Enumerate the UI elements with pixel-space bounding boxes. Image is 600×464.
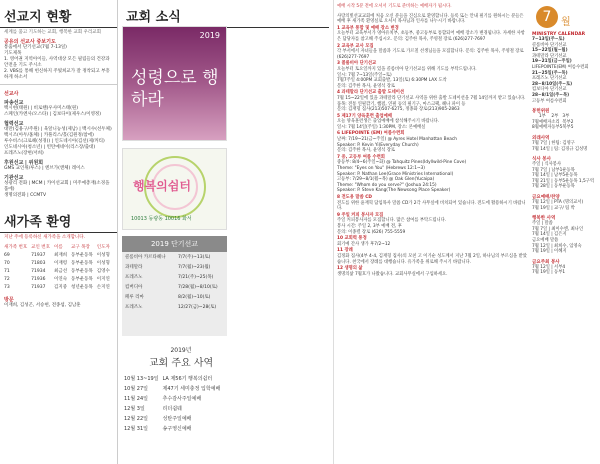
cell: 예배자 xyxy=(538,119,552,125)
calendar-items xyxy=(530,37,600,104)
cell: 킴버디아 xyxy=(125,285,143,290)
calendar-lists xyxy=(530,135,600,276)
bless-entry: 7월 19일 | 이혜지 xyxy=(532,249,567,255)
bless-entry: 주일 | 말씀 xyxy=(532,221,553,227)
announce-line: 김정화 집사(4부 4-4, 김재형 집사)의 모친 고 이기순 성도께서 지난 7월 2일, 하나님의 부르심을 받았습니다. 천국에서 장례를 대행습니다. 유가족을 위로해 주시기 바랍니다. xyxy=(337,253,527,265)
cell: 복부2 xyxy=(562,119,574,125)
announce-list xyxy=(334,26,530,278)
calendar-entry: 콜롬비아 단기선교 xyxy=(532,42,567,48)
announce-line: 6 LIFEPOINTE (EM) 여름수련회 xyxy=(337,131,405,137)
announce-line: 7월7주일 4:00PM 교회출발, 13일(토) 6:30PM LAX 도착 xyxy=(337,78,447,84)
cell: 71803 xyxy=(31,260,46,266)
mission-item: 기도제목 xyxy=(4,51,22,56)
worship-entry: 7월 14일 | 팀: 김경규 김성명 xyxy=(532,146,588,152)
partner-line: 프레즈노(장현/서희) xyxy=(4,151,44,156)
worship-entry: 7월 7일 | 한팀: 김영구 xyxy=(532,140,575,146)
col-header: 새가족 번호 xyxy=(4,245,28,250)
col-header: 인도자 xyxy=(96,245,110,250)
table-row xyxy=(122,373,222,383)
cell: 69 xyxy=(4,252,10,258)
announce-line: 5 제17기 양육훈련 출업예배 xyxy=(337,113,392,119)
mission-sub: 공유의 선교사 중보기도 xyxy=(4,39,56,45)
meal-label: 식사 봉사 xyxy=(532,157,551,163)
announce-line: 9 주일 커피 봉사자 모집 xyxy=(337,212,384,218)
bless-entry: 7월 12일 | 최희수, 임영숙 xyxy=(532,243,582,249)
cell: 71936 xyxy=(31,276,46,282)
cell: 최금선 xyxy=(54,269,68,274)
poster-title: 성령으로 행하라 xyxy=(131,68,219,110)
announce-line: 문의: 김주한 목사, 윤영석 장로 xyxy=(337,148,396,154)
partner-label: 협력선교 xyxy=(4,121,24,127)
table-row xyxy=(2,283,112,291)
pray-label: 금요예배/찬양 xyxy=(532,195,560,201)
cell: 소리 xyxy=(551,119,560,125)
visit-names: 이재희, 김성곤, 서승현, 전종섭, 김남훈 xyxy=(4,303,81,308)
newfamily-title: 새가족 환영 xyxy=(0,205,117,233)
bless-entry: 7월 7일 | 최이수엔, 최나인 xyxy=(532,226,584,232)
cell: 7/21(주)~25(목) xyxy=(177,275,214,280)
announce-line: 2 교육부 교사 모집 xyxy=(337,43,374,49)
cell: 71 xyxy=(4,268,10,274)
schedule-title: 교회 주요 사역 xyxy=(148,358,214,369)
cell: 이연숙 xyxy=(54,277,68,282)
after-label: 후원선교 | 위원회 xyxy=(4,160,44,166)
cell: 이지연 xyxy=(96,277,110,282)
cell: 콜롬비아 카르타헤나 xyxy=(125,255,166,260)
worship-label: 외래사역 xyxy=(532,135,550,141)
cell: 동부운동목 xyxy=(71,261,93,266)
calendar-entry: 고등부 여름수련회 xyxy=(532,98,567,104)
col-header: 교구 목장 xyxy=(71,245,90,250)
announce-line: 품목: 전통 연필깎기, 햄펌, 연필 등의 필기구, 마스크팩, 헤나 파이 등 xyxy=(337,101,466,107)
partner-line: 대만(김용구/주원) | 육알니능성(제남) | 백시수(선두체) xyxy=(4,127,112,132)
cell: 프레즈노 xyxy=(125,305,143,310)
announce-line: 각 부서에서 자녀들을 말씀과 기도로 가르칠 선생님들을 모집합니다. 문의: 김주한 목사, 주영철 장로 (626)277-7697 xyxy=(337,49,524,60)
calendar-entry: 킴보디아 단기선교 xyxy=(532,87,567,93)
table-row xyxy=(122,403,222,413)
calendar-entry: 과테말라 단기선교 xyxy=(532,53,567,59)
dispatch-label: 파송선교 xyxy=(4,100,24,106)
meal-entry: 7월 28일 | 동부운동목 xyxy=(532,184,575,190)
cell: 8월 xyxy=(532,125,539,131)
table-title: 2019 단기선교 xyxy=(122,236,227,252)
meal-entry: 주일 | 식사봉사 xyxy=(532,162,562,168)
month-badge: 7 xyxy=(536,6,558,28)
table-row xyxy=(122,302,227,312)
announce-line: 주일 커피봉사자를 모집합니다. 많은 참여를 부탁드립니다. xyxy=(337,218,447,224)
org-mission-line: 성광리 전화 | MCM | 카이선교회 | 미주예총재(소경을품에) xyxy=(4,181,110,192)
meal-entry: 7월 7일 | 남부1운동목 xyxy=(532,167,575,173)
cell: 김지중 xyxy=(54,285,68,290)
dispatch-line: 백시현(태원) | 비로핸(우사미스태(원) xyxy=(4,106,79,111)
short-term-mission-table xyxy=(122,236,227,336)
rest-poster-title: 행복의쉼터 xyxy=(133,179,191,193)
calendar-entry: 프레즈노 단기선교 xyxy=(532,76,567,82)
poster-year: 2019 xyxy=(199,31,220,40)
mission-item: 2. VBS를 통해 헌신하지 주빛희교가 잘 정착되고 부흥하게 하소서 xyxy=(4,69,110,80)
cell: 12/27(금)~28(토) xyxy=(177,305,217,310)
cell: 동부운동목 xyxy=(71,253,93,258)
fri-entry: 7월 12일 | 서부4 xyxy=(532,264,566,270)
announce-line: 3 콜롬비아 단기선교 xyxy=(337,61,377,67)
cell: 2부 xyxy=(551,114,559,120)
cell: 12월 3일 xyxy=(124,405,145,412)
announce-line: 전도를 위한 윤재혁 담임목사 말씀 CD가 2각 사무실에 비치되어 있습니다. 전도에 활용하시기 바랍니다. xyxy=(337,200,526,212)
calendar-entry: 15~22일(월~월) xyxy=(532,48,568,54)
cell: 71937 xyxy=(31,284,46,290)
newfamily-sub: 지난 주에 등록하신 새가족을 소개합니다. xyxy=(4,235,86,240)
cell: 1부 xyxy=(538,114,546,120)
partner-line: 루수비스(크로헤(성경)) | 인도네시아(김선(제/커티) xyxy=(4,139,105,144)
announce-line: Speaker: P. Steve Kang(The Newsong Place Speaker) xyxy=(337,188,451,194)
news-column xyxy=(118,0,333,464)
announce-line: 생명의삶 7월호가 나왔습니다. 교회사무실에서 구입하세요. xyxy=(337,271,448,277)
table-row xyxy=(122,423,222,433)
newfamily-table xyxy=(2,243,112,291)
after-line: GMS 교인위/루스) | 엔브가(앤체) 레이스 xyxy=(4,166,85,171)
fri-label: 금요주최 봉사 xyxy=(532,259,560,265)
cell: 71937 xyxy=(31,252,46,258)
announce-line: 봉사 시간: 주일 2, 3부 예배 전, 후 xyxy=(337,223,402,229)
cell: 과테말라 xyxy=(125,265,143,270)
calendar-entry: 19~21일(금~주일) xyxy=(532,59,572,65)
cell: 73 xyxy=(4,284,10,290)
announce-line: 회기예 간사 생가 후7/2~12 xyxy=(337,241,391,247)
calendar-entry: LIFEPOINTE(EM) 여름수련회 xyxy=(532,64,589,70)
meal-entry: 7월 14일 | 남부5운동목 xyxy=(532,173,578,179)
cell: 7/7(주)~13(토) xyxy=(177,255,211,260)
announce-line: 7 중, 고등부 여름 수련회 xyxy=(337,154,385,160)
announce-line: 문의: 김재형 집사(213)507-6275, 정종화 장로(213)905-2863 xyxy=(337,107,460,113)
announce-line: Theme: "Eyes on You" (Hebrews 12:1~3) xyxy=(337,166,425,172)
col-header: 교인 번호 xyxy=(31,245,50,250)
cell: 11월 24일 xyxy=(124,395,148,402)
table-row xyxy=(122,413,222,423)
cell: 72 xyxy=(4,276,10,282)
announce-line: 7월 15~22일에 있을 과테말라 단기선교 사역을 위한 출발 도네이션을 7월 14일까지 받고 있습니다. xyxy=(337,95,526,101)
news-title: 교회 소식 xyxy=(122,0,329,28)
announce-welcome: 사랑의빛선교교회에 처음 오신 분들을 진심으로 환영합니다. 등록 또는 안내 필기를 원하시는 분들은 예배 후 새가족 환영실로 오셔서 목사님과 인사를 나누시기 바랍니다. xyxy=(337,13,524,25)
cell: 7월 xyxy=(532,119,539,125)
cell: 제47기 세미충정 입학예배 xyxy=(162,385,221,392)
dispatch-line: 스페인(카엔사/오스타) | 김보다이(제우스/이영정) xyxy=(4,112,102,117)
announce-line: 10 교회력 통정 xyxy=(337,236,367,242)
cell: 동부5 xyxy=(551,125,563,131)
cell: 이성형 xyxy=(96,253,110,258)
rest-poster xyxy=(122,148,227,230)
cell: 이성형 xyxy=(96,261,110,266)
cell: 이재령 xyxy=(54,261,68,266)
theme-poster xyxy=(122,26,227,141)
cell: 프레즈노 xyxy=(125,275,143,280)
announce-line: 일시: 7월 14일(주일) 1:30PM, 장소: 본예배실 xyxy=(337,124,426,130)
cell: 북부5 xyxy=(562,125,574,131)
bless-entry: 7월 14일 | 김은지 xyxy=(532,232,567,238)
cell: 12월 31일 xyxy=(124,425,148,432)
yearly-schedule xyxy=(122,345,240,433)
announce-line: 12 생명의 삶 xyxy=(337,266,363,272)
partner-line: 백시조(아두/홈체) | 카풀리스/홀(김원정/참에) xyxy=(4,133,94,138)
cell: 페루 리마 xyxy=(125,295,144,300)
announce-line: 오늘부터 토요일까지 있을 콜롬비아 단기선교를 위해 기도를 부탁드립니다. xyxy=(337,66,477,72)
announce-line: 8 전도용 말씀 CD xyxy=(337,195,372,200)
calendar-entry: 7~13일(주~토) xyxy=(532,37,565,42)
org-mission-label: 기관선교 xyxy=(4,175,24,181)
table-row xyxy=(122,252,227,262)
announcements-column xyxy=(333,0,530,464)
fri-entry: 7월 19일 | 동부1 xyxy=(532,270,566,276)
table-row xyxy=(122,262,227,272)
table-row xyxy=(122,292,227,302)
announce-line: Speaker: P. Nathan Lee(Grace Ministries International) xyxy=(337,171,454,177)
table-row xyxy=(122,393,222,403)
visit-label: 방문 xyxy=(4,297,14,303)
bless-entry: 금요예배 말씀 xyxy=(532,238,559,244)
announce-intro: 예배 시작 5분 전에 오셔서 기도로 준비하는 예배자가 됩시다. xyxy=(337,4,452,9)
table-row xyxy=(122,282,227,292)
bless-label: 행복한 사역 xyxy=(532,216,556,222)
mission-column xyxy=(0,0,118,464)
announce-line: 고등부: 7/29~8/1(월~목) @ Oak Glen(Yucaipa) xyxy=(337,177,435,183)
meal-entry: 7월 21일 | 동부5운동목 1,5구역 xyxy=(532,178,595,184)
col-header: 이름 xyxy=(54,245,63,250)
cell: 70 xyxy=(4,260,10,266)
announce-line: 4 과테말라 단기선교 출발 도네이션 xyxy=(337,90,405,96)
announce-line: 오늘부터 교육부서가 영아유치부, 초등부, 중고등부로 통합되어 예배 장소가 변경됩니다. 자세한 사항은 담당자를 참고해 주십시오. 문의: 김주한 목사, 주영철 장로 (626)277-7697 xyxy=(337,31,525,42)
schedule-year: 2019년 xyxy=(170,347,192,354)
cell: 12월 22일 xyxy=(124,415,148,422)
announce-line: 문의: 이종렬 장로 (626) 755-5559 xyxy=(337,229,406,235)
calendar-entry: 21~25일(주~목) xyxy=(532,70,568,76)
calendar-entry: 28~8/1일(주~목) xyxy=(532,92,570,98)
announce-line: 날짜: 7/19~21(금~주일) @ Ayres Hotel Manhattan Beach xyxy=(337,137,457,143)
mission-title: 선교지 현황 xyxy=(0,0,117,28)
announce-line: 1 교육부 통합 및 예배 장소 변경 xyxy=(337,25,399,31)
calendar-entry: 28~8/10일(주~토) xyxy=(532,81,573,87)
announce-line: Speaker: P. Kevin Yi(Everyday Church) xyxy=(337,142,419,148)
announce-line: Theme: "Whom do you serve?" (Joshua 24:15) xyxy=(337,182,437,188)
calendar-column xyxy=(530,0,600,464)
cell: 10월 27일 xyxy=(124,385,148,392)
cell: 8/2(월)~10(토) xyxy=(177,295,211,300)
table-row xyxy=(2,267,112,275)
table-row xyxy=(122,272,227,282)
cell: 김영수 xyxy=(96,269,110,274)
cell: 예배자 xyxy=(538,125,552,131)
announce-line: 문의: 김주한 목사, 윤영석 장로 xyxy=(337,83,396,89)
mission-item: 통출에서 단기선교(7월 7-13일) xyxy=(4,45,67,50)
rest-poster-sub: 10013 동량동 10016 화서 xyxy=(131,216,192,222)
cell: 리더쉽웨 xyxy=(162,405,182,412)
announce-line: 오늘 양육훈련생은 출업예배에 참석해주시기 바랍니다. xyxy=(337,119,440,125)
cell: 최재희 xyxy=(54,253,68,258)
announce-line: 일시: 7월 7~13일(주일~토) xyxy=(337,72,392,78)
pray-entry: 7월 19일 | 교구/ 팀 박 xyxy=(532,205,575,211)
cell: 71934 xyxy=(31,268,46,274)
partner-line: 인도네시아(청소년) | 빈탄예네이(리스장/출대) xyxy=(4,145,96,150)
cell: 청년운동목 xyxy=(71,285,93,290)
cell: 3부 xyxy=(562,114,570,120)
announce-line: 11 장례 xyxy=(337,248,353,254)
table-row xyxy=(2,275,112,283)
org-mission-line: 생명의전화 | CCMTV xyxy=(4,193,47,198)
cell: 동부운동목 xyxy=(71,277,93,282)
table-row xyxy=(2,251,112,259)
table-row xyxy=(122,383,222,393)
cell: 성탄주일예배 xyxy=(162,415,192,422)
cell: 동부운동목 xyxy=(71,269,93,274)
duty-label: 봉헌위원 xyxy=(532,109,550,115)
table-row xyxy=(532,125,573,131)
mission-intro: 세계를 품고 기도하는 교회, 행복한 교회 우리교회 xyxy=(4,30,101,35)
cell: 송구영신예배 xyxy=(162,425,192,432)
cell: 손지연 xyxy=(96,285,110,290)
month-word: 월 xyxy=(561,17,571,28)
calendar-title: MINISTRY CALENDAR xyxy=(532,32,586,37)
missionary-label: 선교사 xyxy=(4,91,19,97)
cell: 7/7(월)~23(월) xyxy=(177,265,211,270)
announce-line: 중등부: 8/4~6(주일~화) @ Tahquitz Pines(Idyllwild-Pine Cove) xyxy=(337,160,467,166)
cell: 7/28(월)~8/10(토) xyxy=(177,285,218,290)
cell: 추수감사주일예배 xyxy=(162,395,202,402)
duty-table xyxy=(532,114,573,131)
cell: LA 제56기 행복의쉼터 xyxy=(162,375,213,382)
mission-item: 1. 영어권 지역아이들, 사역대상 모든 필립들의 건강과 안전을 기도 주시소 xyxy=(4,57,110,68)
table-row xyxy=(2,259,112,267)
pray-entry: 7월 12일 | PTA (명의교서) xyxy=(532,200,584,206)
cell: 10월 13~19일 xyxy=(124,375,159,382)
